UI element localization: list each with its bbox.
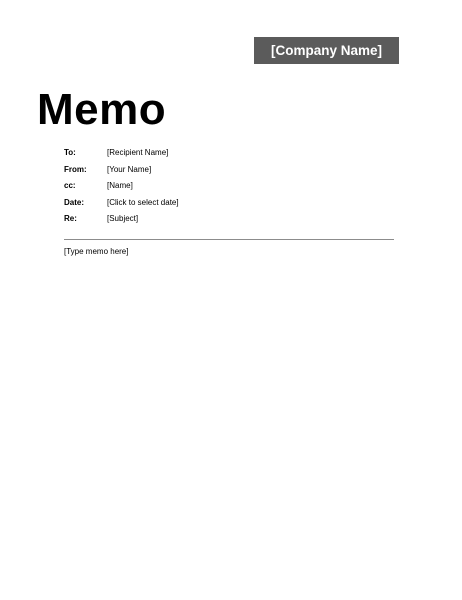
cc-label: cc: (64, 181, 76, 190)
memo-body-field[interactable]: [Type memo here] (64, 247, 129, 256)
subject-field[interactable]: [Subject] (107, 214, 139, 223)
date-picker-field[interactable]: [Click to select date] (107, 197, 179, 207)
company-name-field[interactable]: [Company Name] (270, 43, 383, 58)
memo-title: Memo (37, 85, 167, 134)
from-label: From: (64, 164, 87, 174)
re-label: Re: (64, 214, 77, 223)
cc-name-field[interactable]: [Name] (107, 181, 133, 190)
your-name-field[interactable]: [Your Name] (107, 164, 152, 174)
company-name-banner[interactable] (254, 37, 399, 64)
header-divider (64, 239, 394, 240)
to-label: To: (64, 148, 76, 157)
recipient-name-field[interactable]: [Recipient Name] (107, 148, 169, 157)
date-label: Date: (64, 197, 85, 207)
